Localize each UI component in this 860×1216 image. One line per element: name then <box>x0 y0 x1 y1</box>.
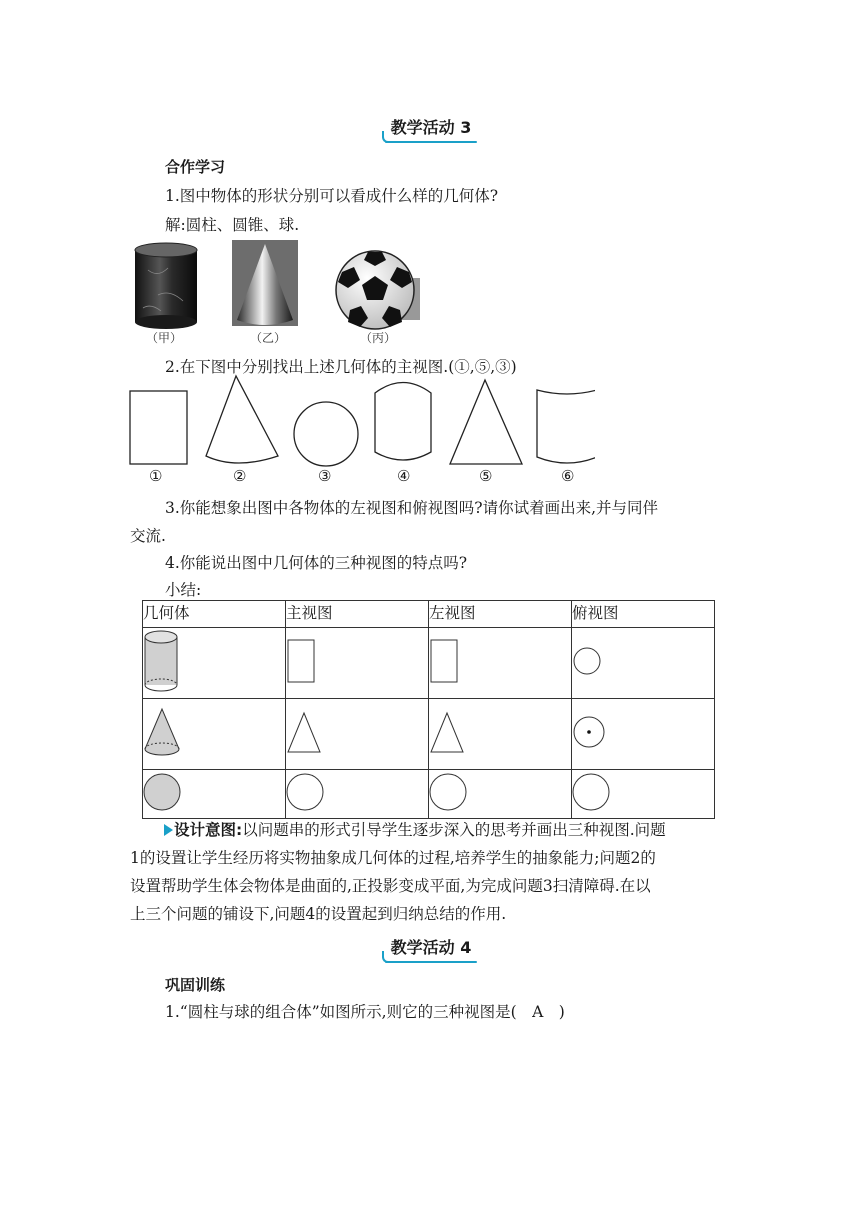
design-intent-line2: 1的设置让学生经历将实物抽象成几何体的过程,培养学生的抽象能力;问题2的 <box>130 849 656 867</box>
cone-top-cell <box>572 699 715 770</box>
title-hook <box>382 131 390 143</box>
sphere-icon <box>143 770 187 814</box>
title-underline <box>385 141 477 143</box>
shape-label-5: ⑤ <box>479 467 493 485</box>
sector-shape <box>206 376 278 463</box>
rect-front-icon <box>286 628 326 694</box>
design-intent-line1: 设计意图:以问题串的形式引导学生逐步深入的思考并画出三种视图.问题 <box>163 818 666 840</box>
curved-cylinder-shape <box>537 390 595 463</box>
section-cooperative-learning: 合作学习 <box>165 158 226 176</box>
question-2: 2.在下图中分别找出上述几何体的主视图.(①,⑤,③) <box>165 358 517 376</box>
triangle-left-icon <box>429 699 473 765</box>
circle-shape <box>294 402 358 466</box>
title-underline <box>385 961 477 963</box>
shape-label-4: ④ <box>397 467 411 485</box>
front-view-shapes <box>125 372 595 470</box>
design-intent-line4: 上三个问题的铺设下,问题4的设置起到归纳总结的作用. <box>130 905 507 923</box>
caption-yi: （乙） <box>250 331 287 345</box>
rect-left-icon <box>429 628 469 694</box>
summary-label: 小结: <box>165 581 202 599</box>
soccer-ball-photo <box>336 251 420 329</box>
sphere-left-cell <box>429 770 572 819</box>
cylinder-top-cell <box>572 628 715 699</box>
section-consolidation: 巩固训练 <box>165 976 226 994</box>
shape-label-1: ① <box>149 467 163 485</box>
sphere-top-cell <box>572 770 715 819</box>
circle-left-icon <box>429 770 473 814</box>
design-intent-line3: 设置帮助学生体会物体是曲面的,正投影变成平面,为完成问题3扫清障碍.在以 <box>130 877 651 895</box>
shape-label-3: ③ <box>318 467 332 485</box>
header-left-view: 左视图 <box>429 601 572 628</box>
triangle-marker-icon <box>163 824 174 836</box>
question-1: 1.图中物体的形状分别可以看成什么样的几何体? <box>165 187 499 205</box>
header-solid: 几何体 <box>143 601 286 628</box>
sphere-solid-cell <box>143 770 286 819</box>
cylinder-solid-cell <box>143 628 286 699</box>
header-front-view: 主视图 <box>286 601 429 628</box>
cone-icon <box>143 699 187 765</box>
design-intent-label: 设计意图: <box>174 821 243 839</box>
cylinder-front-shape <box>375 383 431 461</box>
rectangle-shape <box>130 391 187 464</box>
circle-top2-icon <box>572 770 616 814</box>
cylinder-icon <box>143 628 183 694</box>
three-views-table <box>142 600 715 819</box>
activity3-title-text: 教学活动 3 <box>390 118 472 137</box>
answer-1: 解:圆柱、圆锥、球. <box>165 216 300 234</box>
cone-photo <box>232 240 298 326</box>
cylinder-front-cell <box>286 628 429 699</box>
activity3-title <box>385 115 477 138</box>
cylinder-left-cell <box>429 628 572 699</box>
title-hook <box>382 951 390 963</box>
question-4: 4.你能说出图中几何体的三种视图的特点吗? <box>165 554 468 572</box>
circle-front-icon <box>286 770 330 814</box>
activity4-title <box>385 935 477 958</box>
circle-dot-top-icon <box>572 699 616 765</box>
header-top-view: 俯视图 <box>572 601 715 628</box>
exercise-1: 1.“圆柱与球的组合体”如图所示,则它的三种视图是( A ) <box>165 1003 565 1021</box>
circle-top-icon <box>572 628 612 694</box>
triangle-shape <box>450 380 522 464</box>
caption-jia: （甲） <box>146 331 183 345</box>
activity4-title-text: 教学活动 4 <box>390 938 472 957</box>
triangle-front-icon <box>286 699 330 765</box>
cone-left-cell <box>429 699 572 770</box>
caption-bing: （丙） <box>360 331 397 345</box>
question-3-line2: 交流. <box>130 527 166 545</box>
sphere-front-cell <box>286 770 429 819</box>
question-3-line1: 3.你能想象出图中各物体的左视图和俯视图吗?请你试着画出来,并与同伴 <box>165 499 659 517</box>
shape-label-6: ⑥ <box>561 467 575 485</box>
cylinder-photo <box>135 243 197 329</box>
cone-front-cell <box>286 699 429 770</box>
shape-label-2: ② <box>233 467 247 485</box>
cone-solid-cell <box>143 699 286 770</box>
